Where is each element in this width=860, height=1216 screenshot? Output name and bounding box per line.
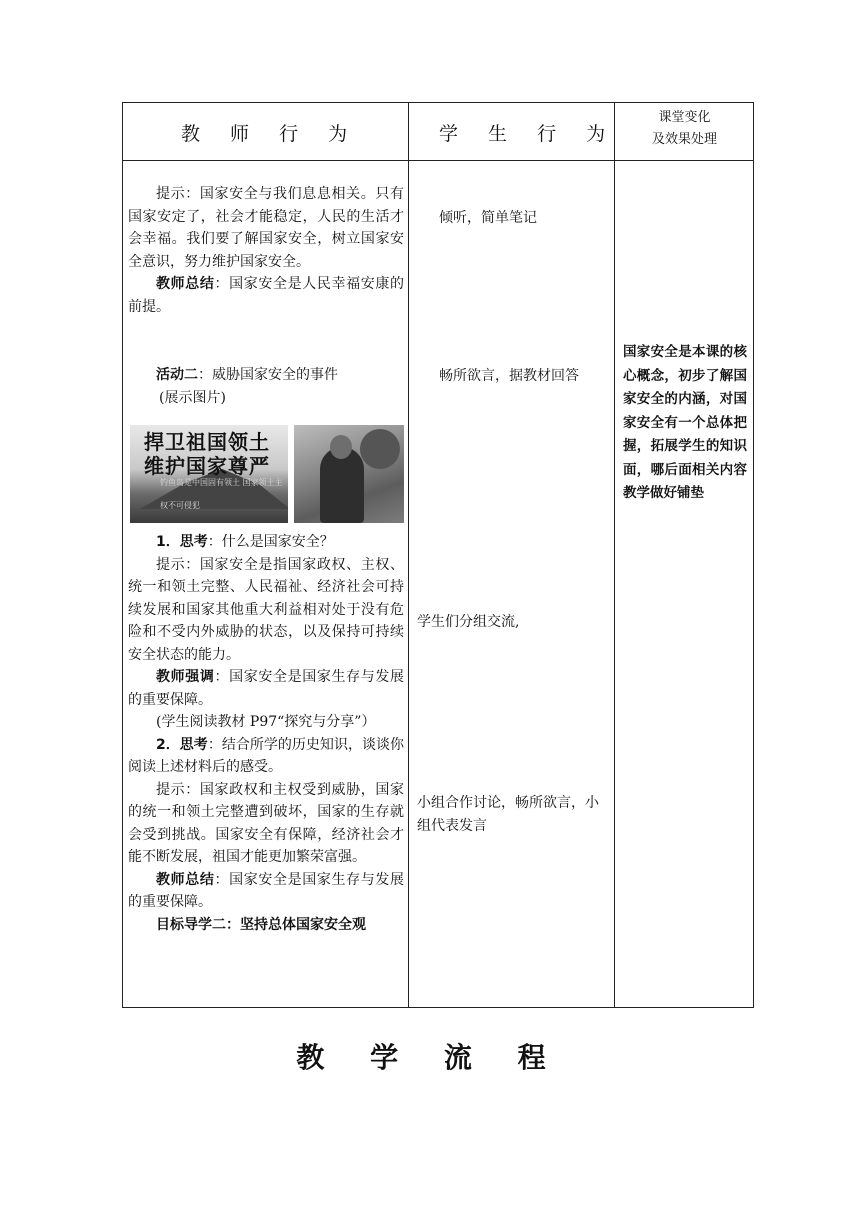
header-divider [123,160,753,161]
summary-text: ：国家安全是人民幸福安康的前提。 [128,276,404,315]
poster-caption: 钓鱼岛是中国固有领土 国家领土主权不可侵犯 [160,478,283,510]
emphasis-label: 教师强调 [156,669,215,685]
question-one-text: ：什么是国家安全？ [207,534,334,550]
activity-images [130,425,404,523]
student-response-1: 倾听，简单笔记 [439,210,537,226]
reading-note: (学生阅读教材 P97“探究与分享”） [156,714,376,730]
crowd-photo-image [294,425,404,523]
hint-paragraph-3: 提示：国家政权和主权受到威胁，国家的统一和领土完整遭到破坏，国家的生存就会受到挑战。国家安全有保障，经济社会才能不断发展，祖国才能更加繁荣富强。 [128,781,404,865]
question-two-label: 2．思考 [156,736,208,753]
question-one [128,531,404,554]
goal-heading-text: 目标导学二：坚持总体国家安全观 [156,916,366,933]
student-response-2: 畅所欲言，据教材回答 [439,368,579,384]
emphasis-text: ：国家安全是国家生存与发展的重要保障。 [128,669,404,708]
student-response-4: 小组合作讨论，畅所欲言，小组代表发言 [417,795,599,834]
teacher-column [128,183,404,936]
teacher-summary-1 [128,273,404,318]
header-classroom-effect [615,107,754,151]
photo-tree [360,429,400,469]
activity-label: 活动二 [156,367,198,383]
column-divider [408,103,409,1007]
territory-poster-image [130,425,288,523]
activity-title: ：威胁国家安全的事件 [198,367,338,383]
summary-label: 教师总结 [156,871,215,888]
show-pictures-note: (展示图片) [159,389,226,406]
activity-two-heading [128,364,404,387]
summary-text: ：国家安全是国家生存与发展的重要保障。 [128,871,404,910]
student-response-3: 学生们分组交流, [417,614,520,630]
question-one-label: 1．思考 [156,534,208,550]
question-two [128,734,404,779]
header-student-behavior: 学 生 行 为 [439,123,618,145]
lesson-table [122,102,754,1008]
effect-column-text: 国家安全是本课的核心概念，初步了解国家安全的内涵，对国家安全有一个总体把握，拓展学生的知识面，哪后面相关内容教学做好铺垫 [623,344,747,501]
hint-paragraph-2: 提示：国家安全是指国家政权、主权、统一和领土完整、人民福祉、经济社会可持续发展和国家其他重大利益相对处于没有危险和不受内外威胁的状态，以及保持可持续安全状态的能力。 [128,556,404,663]
header-teacher-behavior: 教 师 行 为 [181,123,360,145]
teacher-summary-2 [128,869,404,914]
summary-label: 教师总结 [156,276,215,292]
teacher-emphasis [128,666,404,711]
poster-title-line2: 维护国家尊严 [144,454,270,478]
header-effect-line1: 课堂变化 [658,110,711,125]
teaching-process-title: 教 学 流 程 [296,1041,564,1074]
question-two-text: ：结合所学的历史知识，谈谈你阅读上述材料后的感受。 [128,736,405,775]
header-effect-line2: 及效果处理 [651,132,717,147]
column-divider [614,103,615,1007]
poster-title-line1: 捍卫祖国领土 [144,430,270,454]
hint-paragraph-1: 提示：国家安全与我们息息相关。只有国家安定了，社会才能稳定，人民的生活才会幸福。我们要了解国家安全，树立国家安全意识，努力维护国家安全。 [128,186,404,270]
goal-heading-two [128,914,404,937]
